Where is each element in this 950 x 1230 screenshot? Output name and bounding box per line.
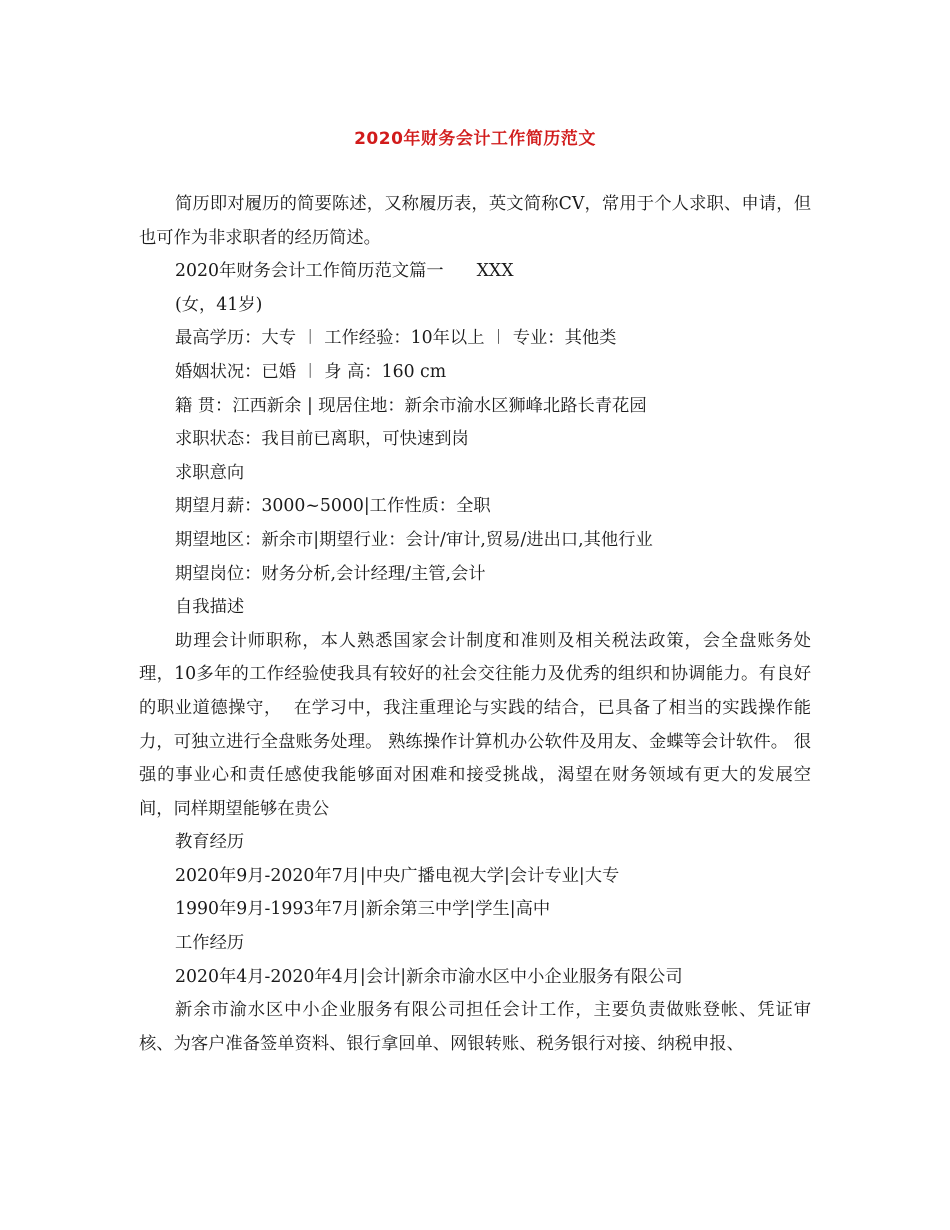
paragraph-self-description: 助理会计师职称，本人熟悉国家会计制度和准则及相关税法政策，会全盘账务处理，10多年的工作经验使我具有较好的社会交往能力及优秀的组织和协调能力。有良好的职业道德操守， 在学习中，我注重理论与实践的结合，已具备了相当的实践操作能力，可独立进行全盘账务处理。 熟练操作计算机办公软件及用友、金蝶等会计软件。 很强的事业心和责任感使我能够面对困难和接受挑战，渴望在财务领域有更大的发展空间，同样期望能够在贵公	[139, 630, 811, 819]
document-body	[139, 188, 811, 1061]
paragraph-job-status: 求职状态：我目前已离职，可快速到岗	[175, 429, 469, 450]
section-heading-self-description: 自我描述	[175, 597, 245, 618]
section-heading-job-intention: 求职意向	[175, 462, 245, 483]
paragraph-gender-age: (女，41岁)	[175, 294, 263, 315]
paragraph-education-2: 1990年9月-1993年7月|新余第三中学|学生|高中	[175, 899, 551, 920]
document-title: 2020年财务会计工作简历范文	[354, 129, 596, 149]
paragraph-expected-region: 期望地区：新余市|期望行业：会计/审计,贸易/进出口,其他行业	[175, 529, 653, 550]
paragraph-work-1: 2020年4月-2020年4月|会计|新余市渝水区中小企业服务有限公司	[175, 966, 683, 987]
paragraph-work-description: 新余市渝水区中小企业服务有限公司担任会计工作，主要负责做账登帐、凭证审核、为客户准备签单资料、银行拿回单、网银转账、税务银行对接、纳税申报、	[139, 1000, 811, 1054]
paragraph-intro: 简历即对履历的简要陈述，又称履历表，英文简称CV，常用于个人求职、申请，但也可作为非求职者的经历简述。	[139, 194, 811, 248]
paragraph-education-experience: 最高学历：大专 ︱ 工作经验：10年以上 ︱ 专业：其他类	[175, 328, 617, 349]
section-heading-education: 教育经历	[175, 832, 245, 853]
paragraph-education-1: 2020年9月-2020年7月|中央广播电视大学|会计专业|大专	[175, 865, 620, 886]
paragraph-marital-height: 婚姻状况：已婚 ︱ 身 高：160 cm	[175, 361, 447, 382]
paragraph-resume-heading: 2020年财务会计工作简历范文篇一 XXX	[175, 261, 514, 282]
section-heading-work: 工作经历	[175, 933, 245, 954]
paragraph-origin-residence: 籍 贯：江西新余 | 现居住地：新余市渝水区狮峰北路长青花园	[175, 395, 647, 416]
paragraph-expected-position: 期望岗位：财务分析,会计经理/主管,会计	[175, 563, 486, 584]
paragraph-expected-salary: 期望月薪：3000~5000|工作性质：全职	[175, 496, 491, 517]
